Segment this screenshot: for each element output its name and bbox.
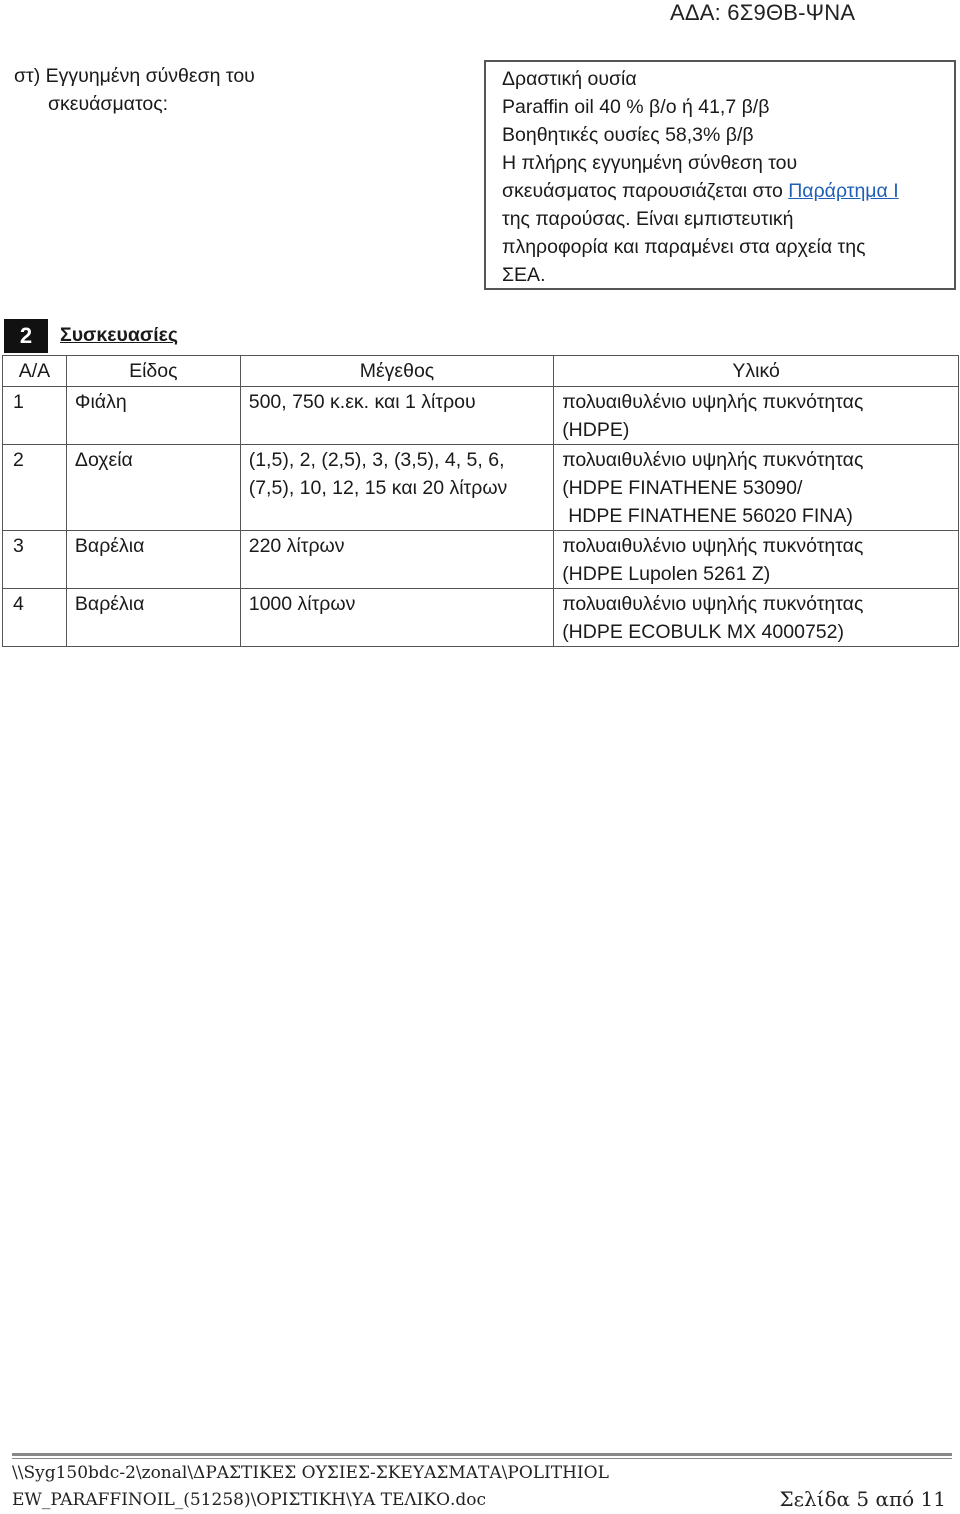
size-line: (1,5), 2, (2,5), 3, (3,5), 4, 5, 6,	[248, 449, 505, 471]
composition-label-line2: σκευάσματος:	[48, 93, 169, 115]
material-line: πολυαιθυλένιο υψηλής πυκνότητας	[562, 535, 864, 557]
row-material	[554, 387, 959, 445]
row-no: 1	[3, 387, 67, 445]
footer-divider	[12, 1453, 952, 1459]
footer-page-number: Σελίδα 5 από 11	[779, 1487, 946, 1511]
material-line: (HDPE)	[562, 419, 630, 441]
row-type: Βαρέλια	[66, 531, 240, 589]
packaging-table	[2, 355, 959, 647]
composition-line: Βοηθητικές ουσίες 58,3% β/β	[502, 124, 754, 146]
row-type: Φιάλη	[66, 387, 240, 445]
annex-link[interactable]: Παράρτημα Ι	[788, 180, 899, 202]
row-type: Δοχεία	[66, 445, 240, 531]
composition-line: πληροφορία και παραμένει στα αρχεία της	[502, 236, 866, 258]
table-row	[3, 387, 959, 445]
row-no: 2	[3, 445, 67, 531]
row-no: 3	[3, 531, 67, 589]
composition-label-line1: στ) Εγγυημένη σύνθεση του	[14, 65, 255, 87]
row-material	[554, 589, 959, 647]
composition-label	[14, 62, 274, 118]
size-line: 1000 λίτρων	[248, 593, 356, 615]
material-line: HDPE FINATHENE 56020 FINA)	[568, 505, 853, 527]
row-size	[240, 387, 553, 445]
size-line: 220 λίτρων	[248, 535, 345, 557]
ada-code: ΑΔΑ: 6Σ9ΘΒ-ΨΝΑ	[670, 0, 856, 25]
section-title: Συσκευασίες	[60, 324, 179, 346]
header-size: Μέγεθος	[240, 356, 553, 387]
row-size	[240, 589, 553, 647]
section-number: 2	[4, 319, 48, 353]
composition-line: Η πλήρης εγγυημένη σύνθεση του	[502, 152, 798, 174]
row-type: Βαρέλια	[66, 589, 240, 647]
header-material: Υλικό	[554, 356, 959, 387]
size-line: (7,5), 10, 12, 15 και 20 λίτρων	[248, 477, 508, 499]
composition-line: της παρούσας. Είναι εμπιστευτική	[502, 208, 794, 230]
material-line: πολυαιθυλένιο υψηλής πυκνότητας	[562, 449, 864, 471]
composition-line-text: σκευάσματος παρουσιάζεται στο	[502, 180, 783, 202]
table-header-row	[3, 356, 959, 387]
material-line: (HDPE FINATHENE 53090/	[562, 477, 803, 499]
footer-file-path-line1: \\Syg150bdc-2\zonal\ΔΡΑΣΤΙΚΕΣ ΟΥΣΙΕΣ-ΣΚΕΥΑΣΜΑΤΑ\POLITHIOL	[12, 1463, 609, 1483]
row-material	[554, 531, 959, 589]
row-material	[554, 445, 959, 531]
table-row	[3, 445, 959, 531]
footer-file-path-line2: EW_PARAFFINOIL_(51258)\ΟΡΙΣΤΙΚΗ\ΥΑ ΤΕΛΙΚΟ.doc	[12, 1490, 487, 1510]
row-size	[240, 531, 553, 589]
material-line: (HDPE ECOBULK MX 4000752)	[562, 621, 844, 643]
material-line: (HDPE Lupolen 5261 Z)	[562, 563, 771, 585]
composition-line	[502, 177, 954, 205]
composition-box	[484, 60, 956, 290]
composition-line: Paraffin oil 40 % β/ο ή 41,7 β/β	[502, 96, 770, 118]
material-line: πολυαιθυλένιο υψηλής πυκνότητας	[562, 391, 864, 413]
row-size	[240, 445, 553, 531]
table-row	[3, 589, 959, 647]
size-line: 500, 750 κ.εκ. και 1 λίτρου	[248, 391, 476, 413]
composition-line: ΣΕΑ.	[502, 264, 546, 286]
header-type: Είδος	[66, 356, 240, 387]
table-row	[3, 531, 959, 589]
material-line: πολυαιθυλένιο υψηλής πυκνότητας	[562, 593, 864, 615]
composition-line: Δραστική ουσία	[502, 68, 637, 90]
row-no: 4	[3, 589, 67, 647]
header-no: Α/Α	[3, 356, 67, 387]
